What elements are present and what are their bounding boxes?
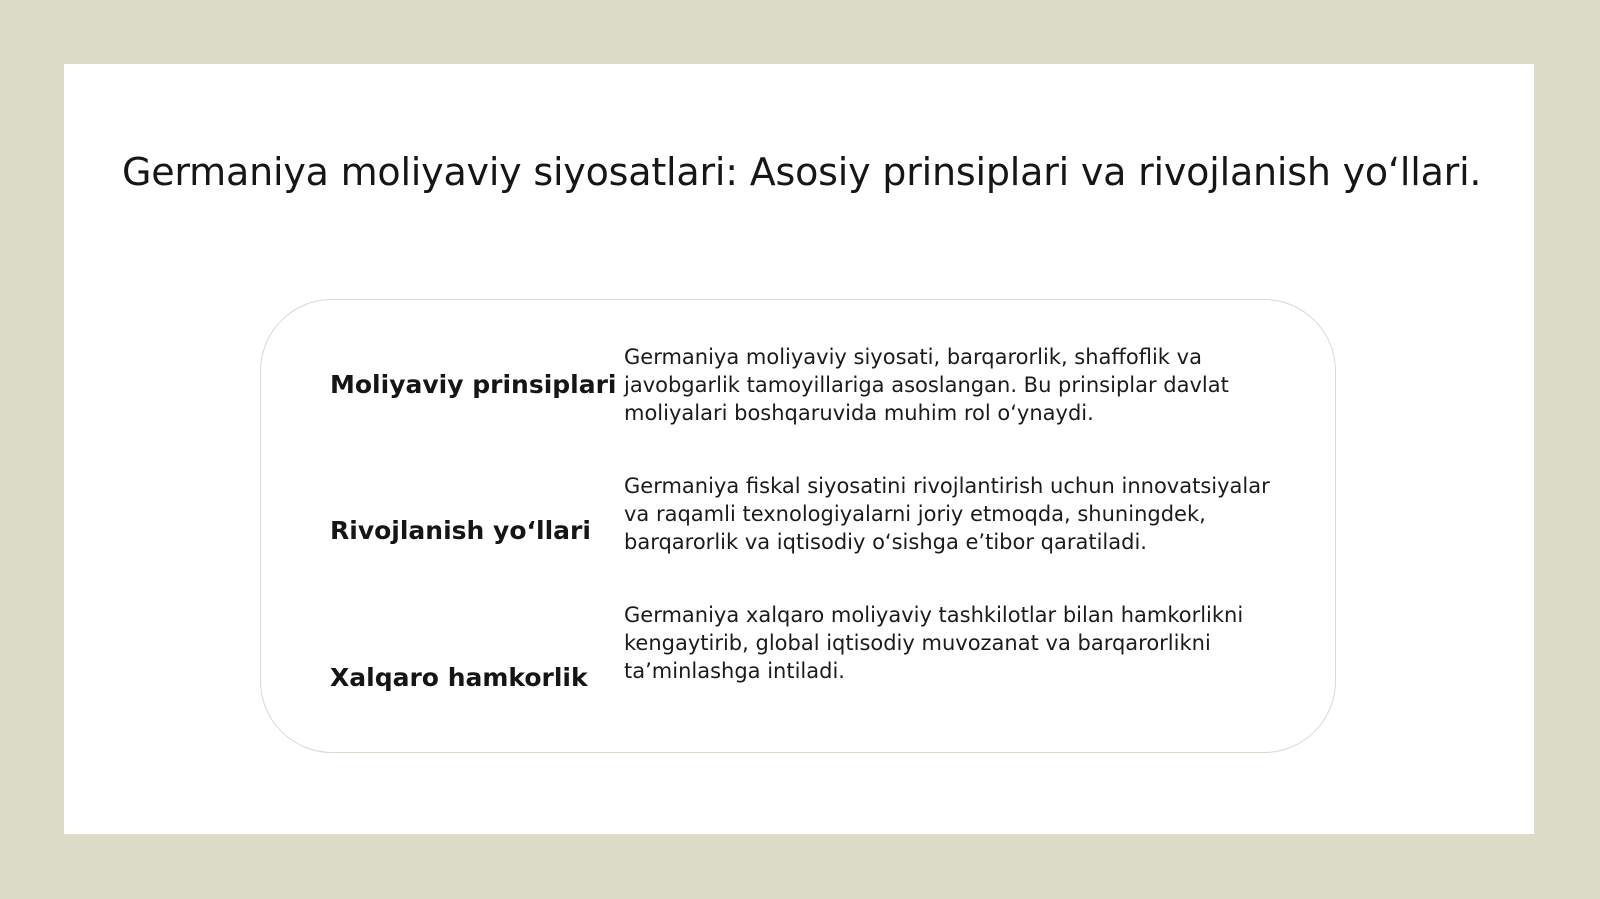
row-text-principles: Germaniya moliyaviy siyosati, barqarorlik, shaffoflik va javobgarlik tamoyillariga asoslangan. Bu prinsiplar davlat moliyalari boshqaruvida muhim rol o‘ynaydi.: [624, 345, 1229, 425]
content-card: [260, 299, 1336, 753]
row-label-cooperation: Xalqaro hamkorlik: [330, 663, 588, 692]
row-label-principles: Moliyaviy prinsiplari: [330, 370, 617, 399]
row-label-development: Rivojlanish yo‘llari: [330, 516, 591, 545]
row-text-development: Germaniya fiskal siyosatini rivojlantirish uchun innovatsiyalar va raqamli texnologiyalarni joriy etmoqda, shuningdek, barqarorlik va iqtisodiy o‘sishga e’tibor qaratiladi.: [624, 474, 1270, 554]
slide: [64, 64, 1534, 834]
slide-title: Germaniya moliyaviy siyosatlari: Asosiy prinsiplari va rivojlanish yo‘llari.: [122, 150, 1482, 194]
row-text-cooperation: Germaniya xalqaro moliyaviy tashkilotlar bilan hamkorlikni kengaytirib, global iqtisodiy muvozanat va barqarorlikni ta’minlashga intiladi.: [624, 603, 1244, 683]
